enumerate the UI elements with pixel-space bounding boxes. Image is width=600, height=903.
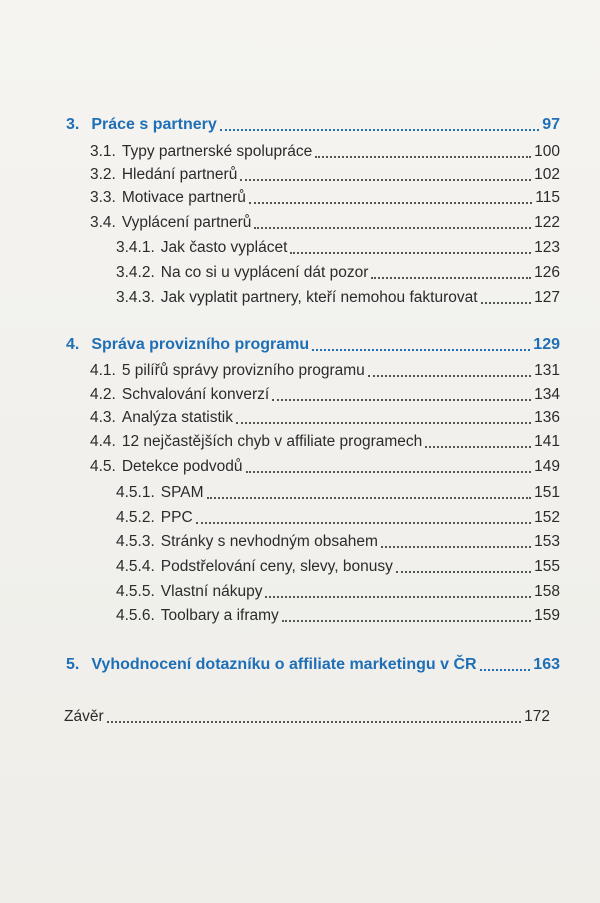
toc-number: 3. <box>66 116 80 133</box>
toc-entry-3-4-2[interactable] <box>116 259 560 283</box>
dot-leader <box>368 375 531 377</box>
toc-number: 3.4.2. <box>116 264 155 281</box>
toc-title: Vlastní nákupy <box>160 583 263 600</box>
dot-leader <box>371 277 531 279</box>
toc-page-number: 163 <box>533 656 560 673</box>
toc-number: 4.5.2. <box>116 509 155 526</box>
toc-title: SPAM <box>160 484 204 501</box>
toc-entry-4-5-5[interactable] <box>116 578 560 602</box>
toc-number: 4.3. <box>90 409 116 426</box>
toc-title: 5 pilířů správy provizního programu <box>121 362 365 379</box>
toc-entry-4-5[interactable] <box>90 453 560 477</box>
dot-leader <box>107 721 522 723</box>
toc-chapter-3[interactable] <box>66 111 560 135</box>
dot-leader <box>481 302 532 304</box>
toc-title: Schvalování konverzí <box>121 386 270 403</box>
toc-page-number: 152 <box>534 509 560 526</box>
toc-page-number: 159 <box>534 607 560 624</box>
toc-number: 4.1. <box>90 362 116 379</box>
toc-entry-4-5-1[interactable] <box>116 479 560 503</box>
toc-number: 3.2. <box>90 166 116 183</box>
toc-number: 4.4. <box>90 433 116 450</box>
toc-number: 4.5.3. <box>116 533 155 550</box>
toc-number: 4.2. <box>90 386 116 403</box>
toc-title: Typy partnerské spolupráce <box>121 143 313 160</box>
toc-title: Hledání partnerů <box>121 166 238 183</box>
toc-page-number: 153 <box>534 533 560 550</box>
toc-title: Toolbary a iframy <box>160 607 279 624</box>
toc-entry-3-1[interactable] <box>90 138 560 162</box>
toc-entry-3-4-1[interactable] <box>116 234 560 258</box>
toc-number: 3.1. <box>90 143 116 160</box>
toc-title: Analýza statistik <box>121 409 233 426</box>
dot-leader <box>272 399 531 401</box>
toc-entry-3-3[interactable] <box>90 184 560 208</box>
toc-page-number: 100 <box>534 143 560 160</box>
toc-page-number: 172 <box>524 708 550 725</box>
toc-entry-4-5-6[interactable] <box>116 602 560 626</box>
toc-page-number: 102 <box>534 166 560 183</box>
toc-number: 3.4. <box>90 214 116 231</box>
dot-leader <box>425 446 531 448</box>
toc-page-number: 149 <box>534 458 560 475</box>
toc-title: Vyhodnocení dotazníku o affiliate marketingu v ČR <box>91 656 477 673</box>
toc-page-number: 122 <box>534 214 560 231</box>
dot-leader <box>220 129 539 131</box>
toc-number: 4. <box>66 336 80 353</box>
toc-page-number: 151 <box>534 484 560 501</box>
dot-leader <box>246 471 532 473</box>
toc-page-number: 127 <box>534 289 560 306</box>
toc-chapter-4[interactable] <box>66 331 560 355</box>
dot-leader <box>196 522 531 524</box>
toc-number: 4.5.5. <box>116 583 155 600</box>
toc-entry-3-2[interactable] <box>90 161 560 185</box>
dot-leader <box>396 571 531 573</box>
toc-title: Práce s partnery <box>91 116 217 133</box>
toc-entry-3-4[interactable] <box>90 209 560 233</box>
dot-leader <box>207 497 532 499</box>
dot-leader <box>480 669 531 671</box>
toc-title: PPC <box>160 509 193 526</box>
dot-leader <box>265 596 531 598</box>
toc-entry-3-4-3[interactable] <box>116 284 560 308</box>
toc-page-number: 141 <box>534 433 560 450</box>
toc-entry-zaver[interactable] <box>64 703 550 727</box>
toc-entry-4-4[interactable] <box>90 428 560 452</box>
dot-leader <box>315 156 531 158</box>
toc-chapter-5[interactable] <box>66 651 560 675</box>
toc-page-number: 123 <box>534 239 560 256</box>
toc-page-number: 155 <box>534 558 560 575</box>
toc-page-number: 136 <box>534 409 560 426</box>
toc-number: 3.4.1. <box>116 239 155 256</box>
toc-title: Správa provizního programu <box>91 336 310 353</box>
toc-number: 4.5.1. <box>116 484 155 501</box>
toc-entry-4-1[interactable] <box>90 357 560 381</box>
toc-page-number: 134 <box>534 386 560 403</box>
toc-page-number: 97 <box>542 116 560 133</box>
toc-entry-4-2[interactable] <box>90 381 560 405</box>
toc-entry-4-5-2[interactable] <box>116 504 560 528</box>
toc-title: Motivace partnerů <box>121 189 246 206</box>
toc-number: 3.3. <box>90 189 116 206</box>
toc-entry-4-5-4[interactable] <box>116 553 560 577</box>
toc-number: 5. <box>66 656 80 673</box>
toc-page-number: 126 <box>534 264 560 281</box>
toc-page-number: 129 <box>533 336 560 353</box>
dot-leader <box>282 620 531 622</box>
toc-page-number: 131 <box>534 362 560 379</box>
dot-leader <box>249 202 532 204</box>
dot-leader <box>240 179 531 181</box>
toc-number: 3.4.3. <box>116 289 155 306</box>
dot-leader <box>290 252 531 254</box>
dot-leader <box>312 349 530 351</box>
toc-entry-4-5-3[interactable] <box>116 528 560 552</box>
toc-title: Detekce podvodů <box>121 458 243 475</box>
toc-title: Jak vyplatit partnery, kteří nemohou fakturovat <box>160 289 478 306</box>
dot-leader <box>381 546 531 548</box>
toc-title: Jak často vyplácet <box>160 239 288 256</box>
toc-number: 4.5.6. <box>116 607 155 624</box>
toc-title: Na co si u vyplácení dát pozor <box>160 264 369 281</box>
dot-leader <box>254 227 531 229</box>
dot-leader <box>236 422 531 424</box>
toc-title: Stránky s nevhodným obsahem <box>160 533 378 550</box>
toc-title: 12 nejčastějších chyb v affiliate programech <box>121 433 423 450</box>
toc-number: 4.5.4. <box>116 558 155 575</box>
toc-number: 4.5. <box>90 458 116 475</box>
toc-title: Závěr <box>64 708 104 725</box>
toc-title: Vyplácení partnerů <box>121 214 252 231</box>
toc-page-number: 158 <box>534 583 560 600</box>
toc-page-number: 115 <box>535 189 560 206</box>
toc-entry-4-3[interactable] <box>90 404 560 428</box>
toc-title: Podstřelování ceny, slevy, bonusy <box>160 558 393 575</box>
